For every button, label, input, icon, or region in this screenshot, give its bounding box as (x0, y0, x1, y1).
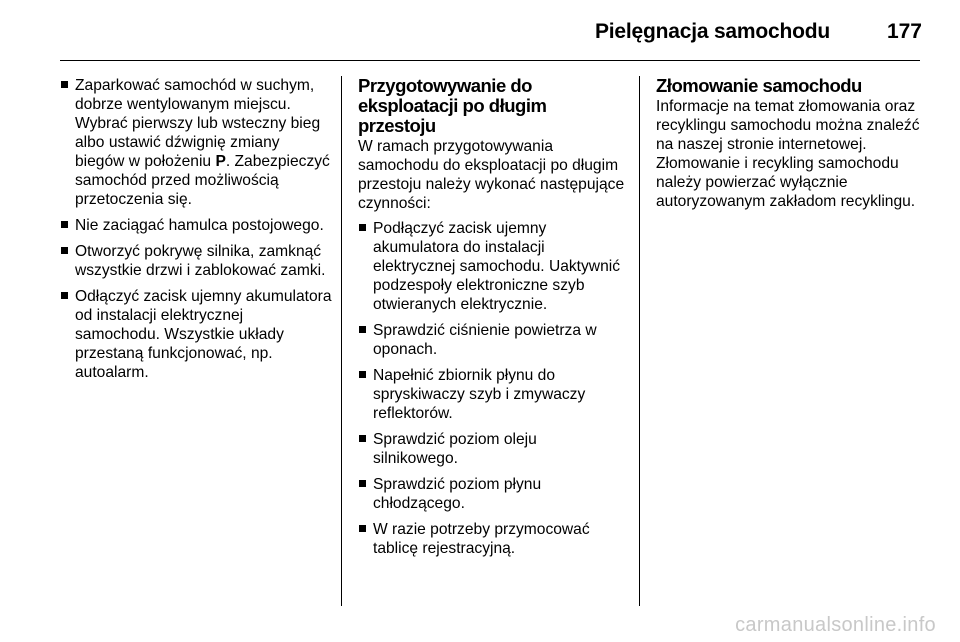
list-item: Napełnić zbiornik płynu do spryskiwaczy szyb i zmywaczy reflektorów. (358, 366, 626, 423)
section-body: Informacje na temat złomowania oraz recyklingu samochodu można znaleźć na naszej stronie internetowej. Złomowanie i recykling samochodu należy powierzać wyłącznie autoryzowanym zakładom recyklingu. (656, 98, 920, 210)
list-item: Podłączyć zacisk ujemny akumulatora do instalacji elektrycznej samochodu. Uaktywnić podzespoły elektroniczne szyb otwieranych elektrycznie. (358, 219, 626, 314)
list-item-text: Odłączyć zacisk ujemny akumulatora od instalacji elektrycznej samochodu. Wszystkie układy przestaną funkcjonować, np. autoalarm. (75, 288, 332, 381)
section-title-recommissioning: Przygotowywanie do eksploatacji po długim przestoju (358, 75, 547, 136)
list-item-text: Zaparkować samochód w suchym, dobrze wentylowanym miejscu. Wybrać pierwszy lub wsteczny bieg albo ustawić dźwignię zmiany biegów w położeniu (75, 77, 321, 170)
column-right (656, 76, 922, 217)
list-item: Sprawdzić poziom płynu chłodzącego. (358, 475, 626, 513)
list-item (60, 216, 332, 235)
list-item-text: Nie zaciągać hamulca postojowego. (75, 217, 324, 234)
list-item (60, 287, 332, 382)
list-item-text: Otworzyć pokrywę silnika, zamknąć wszystkie drzwi i zablokować zamki. (75, 243, 326, 279)
list-item (60, 242, 332, 280)
list-item (60, 76, 332, 209)
column-divider-2 (639, 76, 640, 606)
recommissioning-steps-list (358, 219, 626, 558)
list-item: Sprawdzić poziom oleju silnikowego. (358, 430, 626, 468)
page-header (60, 12, 922, 56)
header-divider (60, 60, 920, 61)
section-title-scrapping: Złomowanie samochodu (656, 75, 862, 96)
list-item-text: . Zabezpieczyć samochód przed możliwością przetoczenia się. (75, 153, 330, 208)
column-left (60, 76, 332, 389)
page-title: Pielęgnacja samochodu (594, 20, 830, 43)
page-number: 177 (886, 20, 922, 43)
list-item: Sprawdzić ciśnienie powietrza w oponach. (358, 321, 626, 359)
list-item: W razie potrzeby przymocować tablicę rejestracyjną. (358, 520, 626, 558)
watermark: carmanualsonline.info (735, 614, 936, 636)
column-divider-1 (341, 76, 342, 606)
section-intro: W ramach przygotowywania samochodu do eksploatacji po długim przestoju należy wykonać następujące czynności: (358, 138, 625, 212)
storage-steps-list (60, 76, 332, 382)
gear-position-label: P (215, 153, 226, 170)
column-middle (358, 76, 626, 565)
